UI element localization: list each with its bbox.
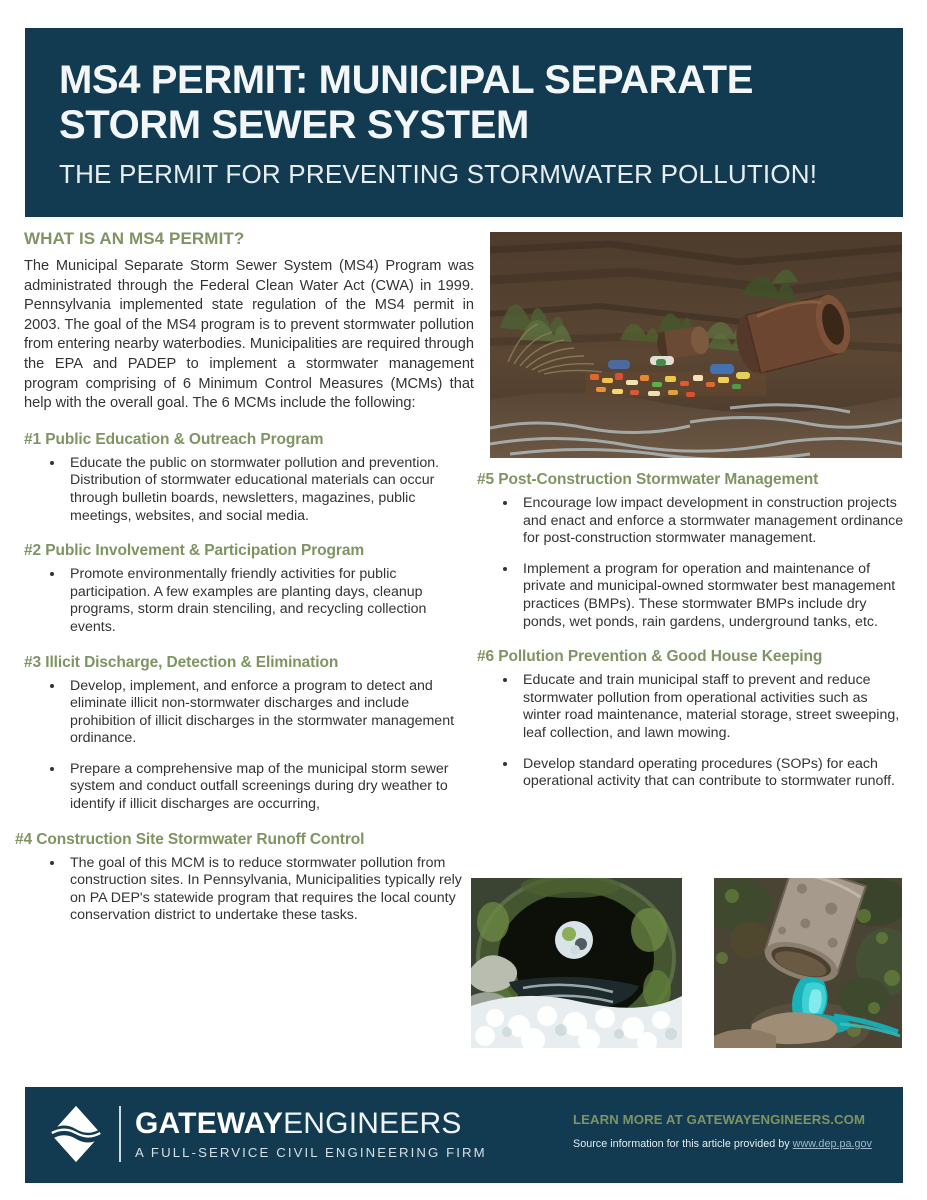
mcm-4-bullets [24,855,474,925]
bullet-dot-icon [50,767,54,771]
list-item-text: Educate the public on stormwater pollution and prevention. Distribution of stormwater educational materials can occur through bulletin boards, newsletters, magazines, public meetings, websites, and social media. [70,454,440,524]
list-item-text: Educate and train municipal staff to prevent and reduce stormwater pollution from operational activities such as winter road maintenance, material storage, street sweeping, leaf collection, and lawn mowing. [523,672,900,741]
mcm-section-2 [24,541,474,636]
source-link[interactable]: www.dep.pa.gov [792,1138,872,1150]
brand-tagline: A FULL-SERVICE CIVIL ENGINEERING FIRM [135,1144,487,1160]
list-item-text: Develop, implement, and enforce a program to detect and eliminate illicit non-stormwater discharges and include prohibition of illicit discharges in the stormwater management ordinance. [70,677,455,747]
mcm-2-bullets [24,566,474,636]
right-column [477,228,907,791]
list-item [477,561,907,631]
list-item-text: Encourage low impact development in construction projects and enact and enforce a stormwater management ordinance for post-construction stormwater management. [523,495,904,547]
mcm-section-3 [24,653,474,814]
intro-section [24,228,474,414]
footer-banner [25,1087,903,1183]
mcm-section-1 [24,430,474,525]
list-item [477,756,907,791]
list-item [477,672,907,742]
mcm-1-bullets [24,455,474,525]
intro-paragraph: The Municipal Separate Storm Sewer System (MS4) Program was administrated through the Federal Clean Water Act (CWA) in 1999. Pennsylvania implemented state regulation of the MS4 permit in 2003. The goal of the MS4 program is to prevent stormwater pollution from entering nearby waterbodies. Municipalities are required through the EPA and PADEP to implement a stormwater management program comprising of 6 Minimum Control Measures (MCMs) that help with the overall goal. The 6 MCMs include the following: [24,258,474,412]
culvert-outfall-foam-photo [471,878,682,1048]
list-item-text: Promote environmentally friendly activities for public participation. A few examples are planting days, cleanup programs, storm drain stenciling, and recycling collection events. [70,566,427,635]
company-logo[interactable] [45,1103,487,1165]
mcm-6-heading: #6 Pollution Prevention & Good House Keeping [477,648,823,666]
mcm-section-4 [15,830,474,925]
mcm-6-bullets [477,672,907,791]
brand-name-light: ENGINEERS [283,1106,462,1140]
mcm-3-heading: #3 Illicit Discharge, Detection & Elimination [24,653,339,671]
mcm-section-5 [477,470,907,631]
mcm-3-bullets [24,678,474,814]
culvert-outfall-illustration [471,878,682,1048]
bullet-dot-icon [503,762,507,766]
mcm-1-heading: #1 Public Education & Outreach Program [24,430,324,448]
learn-more-cta[interactable]: LEARN MORE AT GATEWAYENGINEERS.COM [573,1112,866,1127]
bullet-dot-icon [503,501,507,505]
bullet-dot-icon [50,684,54,688]
list-item-text: Implement a program for operation and maintenance of private and municipal-owned stormwater best management practices (BMPs). These stormwater BMPs include dry ponds, wet ponds, rain gardens, underground tanks, etc. [523,560,896,630]
list-item-text: Prepare a comprehensive map of the municipal storm sewer system and conduct outfall screenings during dry weather to identify if illicit discharges are occurring, [70,760,449,813]
bullet-dot-icon [503,678,507,682]
list-item [24,455,474,525]
page-title: MS4 PERMIT: MUNICIPAL SEPARATE STORM SEWER SYSTEM [59,58,753,147]
list-item [24,761,474,814]
list-item-text: Develop standard operating procedures (SOPs) for each operational activity that can contribute to stormwater runoff. [523,755,895,790]
mcm-5-heading: #5 Post-Construction Stormwater Management [477,471,819,488]
page-subtitle: THE PERMIT FOR PREVENTING STORMWATER POLLUTION! [59,159,818,189]
list-item [24,855,474,925]
bullet-dot-icon [50,461,54,465]
source-attribution [573,1138,893,1150]
diamond-water-logo-icon [45,1103,107,1165]
pipe-discharging-teal-water-photo [714,878,902,1048]
list-item [477,495,907,548]
bullet-dot-icon [50,861,54,865]
list-item [24,566,474,636]
header-banner [25,28,903,217]
brand-name-bold: GATEWAY [135,1106,284,1140]
list-item [24,678,474,748]
logo-divider [119,1106,121,1162]
logo-wordmark [135,1106,487,1160]
source-prefix-text: Source information for this article provided by [573,1138,793,1150]
teal-discharge-illustration [714,878,902,1048]
bullet-dot-icon [50,572,54,576]
intro-heading: WHAT IS AN MS4 PERMIT? [24,229,245,248]
mcm-2-heading: #2 Public Involvement & Participation Program [24,542,365,560]
mcm-5-bullets [477,495,907,631]
left-column [15,228,474,925]
mcm-4-heading: #4 Construction Site Stormwater Runoff Control [15,830,365,848]
footer-links-area [573,1112,893,1150]
mcm-section-6 [477,647,907,791]
bullet-dot-icon [503,567,507,571]
list-item-text: The goal of this MCM is to reduce stormwater pollution from construction sites. In Pennsylvania, Municipalities typically rely on PA DEP's statewide program that requires the local county conservation district to undertake these tasks. [70,854,462,924]
